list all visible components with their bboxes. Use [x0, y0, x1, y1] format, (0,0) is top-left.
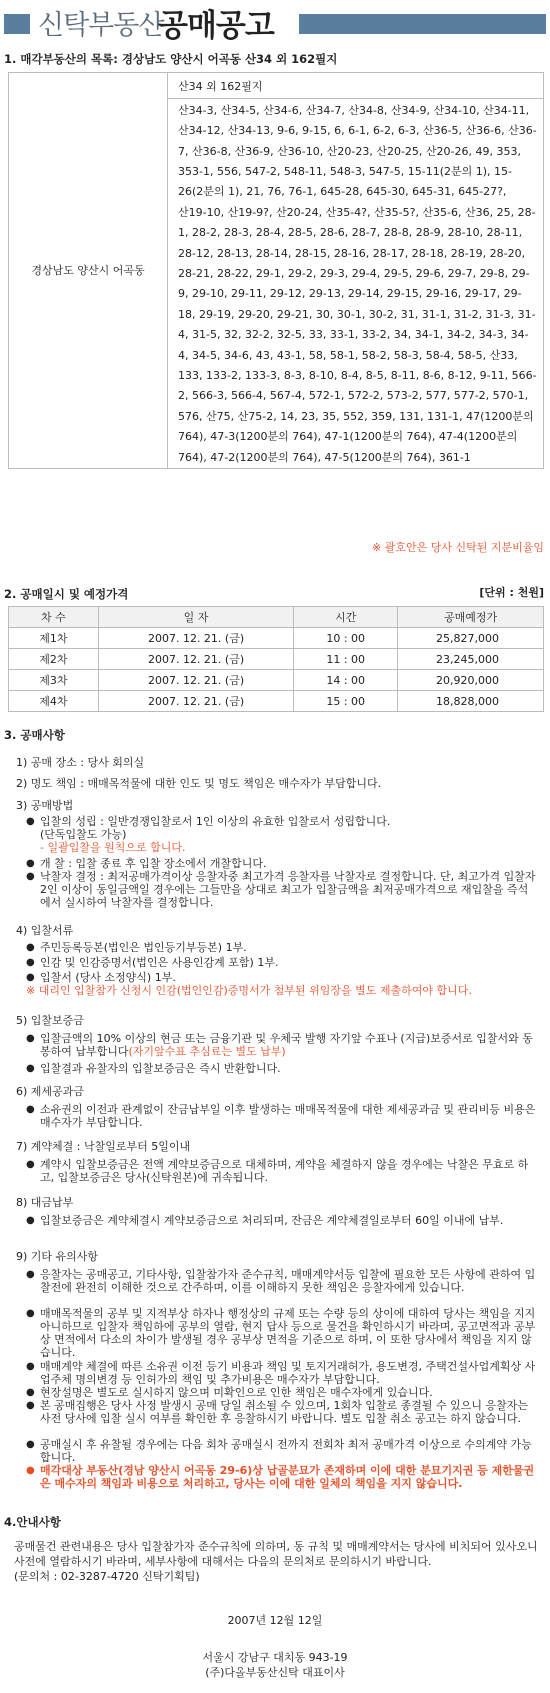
bullet-icon: ● — [26, 972, 35, 983]
header-bar-right — [299, 14, 546, 34]
contact-info: (문의처 : 02-3287-4720 신탁기획팀) — [14, 1570, 200, 1583]
note-survey-discrepancy: 매매목적물의 공부 및 지적부상 하자나 행정상의 규제 또는 수량 등의 상이에 대하여 당사는 책임을 지지 아니하므로 입찰자 책임하에 공부의 열람, 현지 답사 등으로 물건을 확인하시기 바라며, 공고면적과 공부상 면적에서 다소의 차이가 발생될 경우 공부상 면적을 기준으로 하며, 이 또한 당사에서 책임을 지지 않습니다. — [40, 1307, 536, 1359]
company-name: (주)다올부동산신탁 대표이사 — [205, 1666, 345, 1679]
property-location: 경상남도 양산시 어곡동 — [9, 73, 168, 469]
schedule-table — [8, 606, 544, 712]
header-brand: 신탁부동산 — [38, 10, 164, 41]
list-item — [26, 956, 536, 969]
list-item — [26, 1464, 536, 1490]
list-item — [26, 971, 536, 984]
col-date: 일 자 — [98, 607, 294, 628]
bullet-icon: ● — [26, 871, 35, 882]
col-price: 공매예정가 — [398, 607, 544, 628]
header-bar-left — [4, 14, 30, 34]
bullet-icon: ● — [26, 858, 35, 869]
round-cell: 제1차 — [9, 628, 99, 649]
payment-text: 입찰보증금은 계약체결시 계약보증금으로 처리되며, 잔금은 계약체결일로부터 60일 이내에 납부. — [40, 1214, 504, 1227]
guidance-body: 공매물건 관련내용은 당사 입찰참가자 준수규칙에 의하며, 동 규칙 및 매매계약서는 당사에 비치되어 있사오니 사전에 열람하시기 바라며, 세부사항에 대해서는 다음의 문의처로 문의하시기 바랍니다. — [14, 1540, 538, 1568]
bullet-icon: ● — [26, 1361, 35, 1372]
time-cell: 11 : 00 — [294, 649, 398, 670]
bullet-icon: ● — [26, 1104, 35, 1115]
date-cell: 2007. 12. 21. (금) — [98, 691, 294, 712]
bullet-icon: ● — [26, 957, 35, 968]
bullet-icon: ● — [26, 942, 35, 953]
note-private-contract: 공매실시 후 유찰될 경우에는 다음 회차 공매실시 전까지 전회차 최저 공매가격 이상으로 수의계약 가능합니다. — [40, 1438, 532, 1464]
bid-documents-heading: 4) 입찰서류 — [16, 924, 74, 937]
bullet-icon: ● — [26, 1308, 35, 1319]
price-cell: 25,827,000 — [398, 628, 544, 649]
payment-heading: 8) 대금납부 — [16, 1196, 74, 1209]
price-cell: 23,245,000 — [398, 649, 544, 670]
list-item — [26, 870, 536, 909]
share-ratio-note: ※ 괄호안은 당사 신탁된 지분비율임 — [372, 541, 544, 554]
bid-formation-sub: (단독입찰도 가능) — [40, 828, 127, 841]
list-item — [26, 857, 536, 870]
col-time: 시간 — [294, 607, 398, 628]
section2-title: 2. 공매일시 및 예정가격 — [4, 587, 129, 601]
list-item — [26, 1360, 536, 1386]
bullet-icon: ● — [26, 1159, 35, 1170]
check-fee-note: (자기앞수표 추심료는 별도 납부) — [128, 1045, 286, 1058]
bid-opening-text: 개 찰 : 입찰 종료 후 입찰 장소에서 개찰합니다. — [40, 857, 267, 870]
bullet-icon: ● — [26, 1269, 35, 1280]
winner-decision-text: 낙찰자 결정 : 최저공매가격이상 응찰자중 최고가격 응찰자를 낙찰자로 결정합니다. 단, 최고가격 입찰자 2인 이상이 동일금액일 경우에는 그들만을 상대로 최고가 입찰금액을 최저공매가격으로 재입찰을 즉석에서 실시하여 낙찰자를 결정합니다. — [40, 870, 536, 909]
property-table — [8, 72, 544, 469]
contract-text: 계약시 입찰보증금은 전액 계약보증금으로 대체하며, 계약을 체결하지 않을 경우에는 낙찰은 무효로 하고, 입찰보증금은 당사(신탁원본)에 귀속됩니다. — [40, 1158, 529, 1184]
list-item — [26, 1158, 536, 1184]
note-registration-cost: 매매계약 체결에 따른 소유권 이전 등기 비용과 책임 및 토지거래허가, 용도변경, 주택건설사업계획상 사업주체 명의변경 등 인허가의 책임 및 추가비용은 매수자가 부담합니다. — [40, 1360, 536, 1386]
table-row — [9, 649, 544, 670]
list-item — [26, 941, 536, 954]
date-cell: 2007. 12. 21. (금) — [98, 628, 294, 649]
doc-seal-certificate: 인감 및 인감증명서(법인은 사용인감계 포함) 1부. — [40, 956, 279, 969]
col-round: 차 수 — [9, 607, 99, 628]
table-row — [9, 670, 544, 691]
list-item — [26, 1386, 536, 1399]
bullet-icon: ● — [26, 1033, 35, 1044]
notes-heading: 9) 기타 유의사항 — [16, 1250, 99, 1263]
taxes-text: 소유권의 이전과 관계없이 잔금납부일 이후 발생하는 매매목적물에 대한 제세공과금 및 관리비등 비용은 매수자가 부담합니다. — [40, 1103, 536, 1129]
doc-bid-form: 입찰서 (당사 소정양식) 1부. — [40, 971, 176, 984]
bullet-icon: ● — [26, 1400, 35, 1411]
round-cell: 제4차 — [9, 691, 99, 712]
company-address: 서울시 강남구 대치동 943-19 — [202, 1651, 348, 1664]
eviction-responsibility: 2) 명도 책임 : 매매목적물에 대한 인도 및 명도 책임은 매수자가 부담합니다. — [16, 777, 382, 790]
bullet-icon: ● — [26, 816, 35, 827]
date-cell: 2007. 12. 21. (금) — [98, 649, 294, 670]
table-row — [9, 691, 544, 712]
auction-place: 1) 공매 장소 : 당사 회의실 — [16, 756, 145, 769]
property-heading: 산34 외 162필지 — [168, 73, 544, 99]
bullet-icon: ● — [26, 1465, 35, 1476]
note-grave-site: 매각대상 부동산(경남 양산시 어곡동 29-6)상 납골분묘가 존재하며 이에 대한 분묘기지권 등 제한물권은 매수자의 책임과 비용으로 처리하고, 당사는 이에 대한 일체의 책임을 지지 않습니다. — [40, 1464, 535, 1490]
price-cell: 18,828,000 — [398, 691, 544, 712]
table-row — [9, 628, 544, 649]
list-item — [26, 815, 536, 854]
bullet-icon: ● — [26, 1215, 35, 1226]
bullet-icon: ● — [26, 1439, 35, 1450]
bulk-bid-note: - 일괄입찰을 원칙으로 합니다. — [40, 841, 186, 854]
guidance-text — [14, 1539, 539, 1584]
bullet-icon: ● — [26, 1063, 35, 1074]
section4-title: 4.안내사항 — [4, 1515, 61, 1529]
list-item — [26, 1438, 536, 1464]
list-item — [26, 1032, 536, 1058]
section3-title: 3. 공매사항 — [4, 728, 65, 742]
time-cell: 15 : 00 — [294, 691, 398, 712]
taxes-heading: 6) 제세공과금 — [16, 1085, 84, 1098]
note-cancellation: 본 공매집행은 당사 사정 발생시 공매 당일 취소될 수 있으며, 1회차 입찰로 종결될 수 있으니 응찰자는 사전 당사에 입찰 실시 여부를 확인한 후 응찰하시기 바랍니다. 별도 입찰 취소 공고는 하지 않습니다. — [40, 1399, 528, 1425]
bid-formation-text: 입찰의 성립 : 일반경쟁입찰로서 1인 이상의 유효한 입찰로서 성립합니다. — [40, 815, 391, 828]
list-item — [26, 1062, 536, 1075]
list-item — [26, 1214, 536, 1227]
deposit-heading: 5) 입찰보증금 — [16, 1014, 84, 1027]
deposit-text: 입찰금액의 10% 이상의 현금 또는 금융기관 및 우체국 발행 자기앞 수표나 (지급)보증서로 입찰서와 동봉하여 납부합니다 — [40, 1032, 533, 1058]
property-lot-list: 산34-3, 산34-5, 산34-6, 산34-7, 산34-8, 산34-9, 산34-10, 산34-11, 산34-12, 산34-13, 9-6, 9-15, 6, 6-1, 6-2, 6-3, 산36-5, 산36-6, 산36-7, 산36-8, 산36-9, 산36-10, 산20-23, 산20-25, 산20-26, 49, 353, 353-1, 556, 547-2, 548-11, 548-3, 547-5, 15-11(2분의 1), 15-26(2분의 1), 21, 76, 76-1, 645-28, 645-30, 645-31, 645-27?, 산19-10, 산19-9?, 산20-24, 산35-4?, 산35-5?, 산35-6, 산36, 25, 28-1, 28-2, 28-3, 28-4, 28-5, 28-6, 28-7, 28-8, 28-9, 28-10, 28-11, 28-12, 28-13, 28-14, 28-15, 28-16, 28-17, 28-18, 28-19, 28-20, 28-21, 28-22, 29-1, 29-2, 29-3, 29-4, 29-5, 29-6, 29-7, 29-8, 29-9, 29-10, 29-11, 29-12, 29-13, 29-14, 29-15, 29-16, 29-17, 29-18, 29-19, 29-20, 29-21, 30, 30-1, 30-2, 31, 31-1, 31-2, 31-3, 31-4, 31-5, 32, 32-2, 32-5, 33, 33-1, 33-2, 34, 34-1, 34-2, 34-3, 34-4, 34-5, 34-6, 43, 43-1, 58, 58-1, 58-2, 58-3, 58-4, 58-5, 산33, 133, 133-2, 133-3, 8-3, 8-10, 8-4, 8-5, 8-11, 8-6, 8-12, 9-11, 566-2, 566-3, 566-4, 567-4, 572-1, 572-2, 573-2, 577, 577-2, 570-1, 576, 산75, 산75-2, 14, 23, 35, 552, 359, 131, 131-1, 47(1200분의 764), 47-3(1200분의 764), 47-1(1200분의 764), 47-4(1200분의 764), 47-2(1200분의 764), 47-5(1200분의 764), 361-1 — [168, 98, 544, 468]
section1-title: 1. 매각부동산의 목록: 경상남도 양산시 어곡동 산34 외 162필지 — [4, 52, 338, 66]
proxy-note: ※ 대리인 입찰참가 신청시 인감(법인인감)증명서가 첨부된 위임장을 별도 제출하여야 합니다. — [26, 984, 472, 997]
note-site-briefing: 현장설명은 별도로 실시하지 않으며 미확인으로 인한 책임은 매수자에게 있습니다. — [40, 1386, 433, 1399]
contract-heading: 7) 계약체결 : 낙찰일로부터 5일이내 — [16, 1140, 191, 1153]
time-cell: 10 : 00 — [294, 628, 398, 649]
time-cell: 14 : 00 — [294, 670, 398, 691]
list-item — [26, 1103, 536, 1129]
list-item — [26, 1268, 536, 1294]
bullet-icon: ● — [26, 1387, 35, 1398]
unit-label: [단위 : 천원] — [479, 586, 544, 599]
notice-date: 2007년 12월 12일 — [227, 1614, 323, 1627]
round-cell: 제2차 — [9, 649, 99, 670]
date-cell: 2007. 12. 21. (금) — [98, 670, 294, 691]
list-item — [26, 1307, 536, 1359]
note-understanding: 응찰자는 공매공고, 기타사항, 입찰참가자 준수규칙, 매매계약서등 입찰에 필요한 모든 사항에 관하여 입찰전에 완전히 이해한 것으로 간주하며, 이를 이해하지 못한 책임은 응찰자에게 있습니다. — [40, 1268, 536, 1294]
page-header — [0, 0, 550, 42]
price-cell: 20,920,000 — [398, 670, 544, 691]
auction-method-heading: 3) 공매방법 — [16, 799, 74, 812]
doc-resident-register: 주민등록등본(법인은 법인등기부등본) 1부. — [40, 941, 247, 954]
round-cell: 제3차 — [9, 670, 99, 691]
deposit-return-text: 입찰결과 유찰자의 입찰보증금은 즉시 반환합니다. — [40, 1062, 281, 1075]
page-title: 공매공고 — [158, 8, 274, 44]
list-item — [26, 1399, 536, 1425]
